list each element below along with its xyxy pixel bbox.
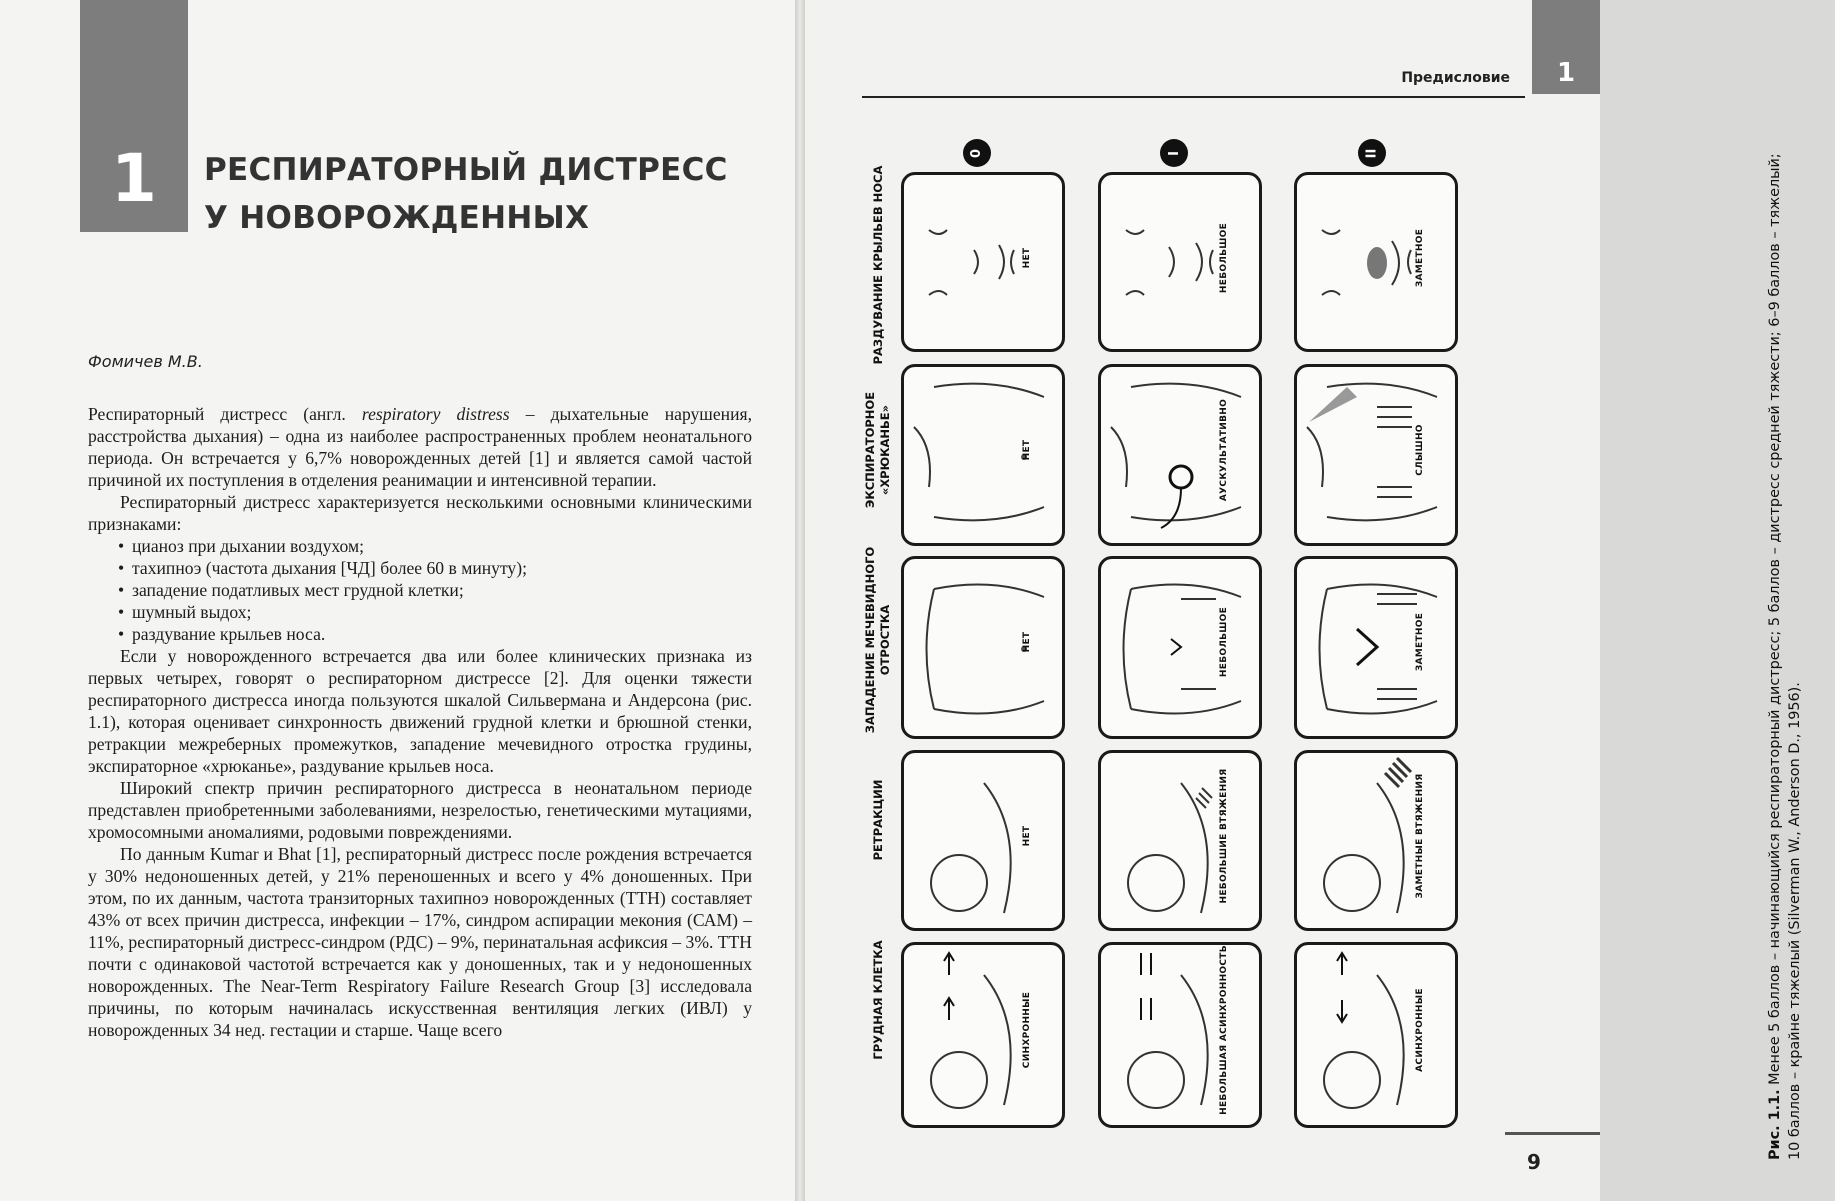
- chest-illustration: [1101, 367, 1259, 543]
- header-tab: [1532, 0, 1600, 94]
- cell-xiphoid-marked: [1294, 556, 1458, 739]
- figure-caption-label: Рис. 1.1.: [1767, 1089, 1783, 1160]
- header-rule: [862, 96, 1525, 98]
- book-gutter: [795, 0, 805, 1201]
- chest-illustration: [1297, 559, 1455, 736]
- body-text: [88, 403, 752, 1041]
- cell-label: НЕТ: [1022, 439, 1032, 461]
- row-label-retractions: РЕТРАКЦИИ: [870, 779, 885, 861]
- paragraph-4: Широкий спектр причин респираторного дистресса в неонатальном периоде представлен приобретенными заболеваниями, незрелостью, генетическими мутациями, хромосомными аномалиями, родовыми повреждениями.: [88, 778, 752, 842]
- chapter-tab: [80, 0, 188, 232]
- paragraph-1: [88, 403, 752, 491]
- chest-illustration: [904, 367, 1062, 543]
- figure-caption: [1765, 150, 1835, 1160]
- list-item: • цианоз при дыхании воздухом;: [118, 535, 752, 557]
- cell-label: НЕТ: [1022, 631, 1032, 653]
- cell-chest-asynchronous: [1294, 942, 1458, 1128]
- cell-label: НЕБОЛЬШОЕ: [1219, 606, 1229, 678]
- header-chapter-number: 1: [1556, 58, 1576, 88]
- cell-label: НЕБОЛЬШАЯ АСИНХРОННОСТЬ: [1219, 945, 1229, 1115]
- infant-illustration: [904, 945, 1062, 1125]
- cell-label: ЗАМЕТНЫЕ ВТЯЖЕНИЯ: [1415, 773, 1425, 899]
- score-badge-2: [1358, 139, 1386, 167]
- row-label-xiphoid: ЗАПАДЕНИЕ МЕЧЕВИДНОГО ОТРОСТКА: [863, 546, 892, 734]
- row-label-chest: ГРУДНАЯ КЛЕТКА: [870, 940, 885, 1060]
- cell-label: АСИНХРОННЫЕ: [1415, 988, 1425, 1072]
- score-badge-0: [963, 139, 991, 167]
- cell-label: НЕТ: [1022, 247, 1032, 269]
- chest-illustration: [1101, 559, 1259, 736]
- right-page: [805, 0, 1803, 1201]
- infant-illustration: [1101, 753, 1259, 928]
- cell-grunting-audible: [1294, 364, 1458, 546]
- cell-label: НЕТ: [1022, 825, 1032, 847]
- face-illustration: [1101, 175, 1259, 349]
- cell-label: СИНХРОННЫЕ: [1022, 991, 1032, 1069]
- cell-label: НЕБОЛЬШИЕ ВТЯЖЕНИЯ: [1219, 768, 1229, 904]
- cell-label: СЛЫШНО: [1415, 424, 1425, 476]
- row-label-nasal-flaring: РАЗДУВАНИЕ КРЫЛЬЕВ НОСА: [870, 165, 885, 365]
- chest-illustration: [904, 559, 1062, 736]
- cell-chest-slight-asynchrony: [1098, 942, 1262, 1128]
- left-page: [0, 0, 795, 1201]
- cell-xiphoid-none: [901, 556, 1065, 739]
- chest-illustration: [1297, 367, 1455, 543]
- list-item: • тахипноэ (частота дыхания [ЧД] более 60 в минуту);: [118, 557, 752, 579]
- cell-grunting-auscultation: [1098, 364, 1262, 546]
- infant-illustration: [904, 753, 1062, 928]
- score-badge-0-text: 0: [969, 148, 985, 158]
- infant-illustration: [1297, 945, 1455, 1125]
- list-item: • раздувание крыльев носа.: [118, 623, 752, 645]
- chapter-title-line-1: РЕСПИРАТОРНЫЙ ДИСТРЕСС: [204, 152, 728, 188]
- list-item: • шумный выдох;: [118, 601, 752, 623]
- footer-rule: [1505, 1132, 1600, 1135]
- score-badge-2-text: II: [1364, 148, 1380, 158]
- paragraph-1-end: – дыхательные нарушения, расстройства дыхания) – одна из наиболее распространенных проблем неонатального периода. Он встречается у 6,7% новорожденных детей [1] и является самой частой причиной их поступления в отделения реанимации и интенсивной терапии.: [88, 404, 752, 490]
- chapter-number: 1: [111, 140, 157, 217]
- score-badge-1: [1160, 139, 1188, 167]
- cell-nasal-none: [901, 172, 1065, 352]
- score-badge-1-text: I: [1166, 150, 1182, 156]
- row-label-grunting: ЭКСПИРАТОРНОЕ «ХРЮКАНЬЕ»: [863, 391, 892, 509]
- symptom-list: [88, 535, 752, 645]
- cell-nasal-slight: [1098, 172, 1262, 352]
- face-illustration: [904, 175, 1062, 349]
- cell-label: АУСКУЛЬТАТИВНО: [1219, 398, 1229, 502]
- chapter-title: [204, 146, 764, 242]
- paragraph-3: Если у новорожденного встречается два или более клинических признака из первых четырех, говорят о респираторном дистрессе [2]. Для оценки тяжести респираторного дистресса иногда пользуются шкалой Сильвермана и Андерсона (рис. 1.1), которая оценивает синхронность движений грудной клетки и брюшной стенки, ретракции межреберных промежутков, западение мечевидного отростка грудины, экспираторное «хрюканье», раздувание крыльев носа.: [88, 646, 752, 776]
- paragraph-1-term: respiratory distress: [361, 404, 510, 424]
- cell-grunting-none: [901, 364, 1065, 546]
- page-number: 9: [1527, 1150, 1541, 1174]
- figure-caption-text: Менее 5 баллов – начинающийся респираторный дистресс; 5 баллов – дистресс средней тяжести; 6–9 баллов – тяжелый; 10 баллов – крайне тяжелый (Silverman W., Anderson D., 1956).: [1767, 153, 1803, 1160]
- cell-chest-synchronous: [901, 942, 1065, 1128]
- paragraph-1-start: Респираторный дистресс (англ.: [88, 404, 362, 424]
- cell-label: НЕБОЛЬШОЕ: [1219, 222, 1229, 294]
- cell-retractions-none: [901, 750, 1065, 931]
- infant-illustration: [1297, 753, 1455, 928]
- cell-label: ЗАМЕТНОЕ: [1415, 612, 1425, 672]
- paragraph-5: По данным Kumar и Bhat [1], респираторный дистресс после рождения встречается у 30% недоношенных детей, у 21% переношенных и всего у 4% доношенных. При этом, по их данным, частота транзиторных тахипноэ новорожденных (ТТН) составляет 43% от всех причин дистресса, инфекции – 17%, синдром аспирации мекония (САМ) – 11%, респираторный дистресс-синдром (РДС) – 9%, перинатальная асфиксия – 3%. ТТН почти с одинаковой частотой встречается как у доношенных, так и у недоношенных новорожденных. The Near-Term Respiratory Failure Research Group [3] исследовала причины, по которым начиналась искусственная вентиляция легких (ИВЛ) у новорожденных 34 нед. гестации и старше. Чаще всего: [88, 844, 752, 1040]
- author: Фомичев М.В.: [88, 352, 203, 371]
- cell-nasal-marked: [1294, 172, 1458, 352]
- face-illustration: [1297, 175, 1455, 349]
- running-header: Предисловие: [1401, 70, 1510, 86]
- cell-xiphoid-slight: [1098, 556, 1262, 739]
- chapter-title-line-2: У НОВОРОЖДЕННЫХ: [204, 200, 590, 236]
- cell-retractions-slight: [1098, 750, 1262, 931]
- paragraph-2: Респираторный дистресс характеризуется несколькими основными клиническими признаками:: [88, 492, 752, 534]
- cell-retractions-marked: [1294, 750, 1458, 931]
- cell-label: ЗАМЕТНОЕ: [1415, 228, 1425, 288]
- infant-illustration: [1101, 945, 1259, 1125]
- list-item: • западение податливых мест грудной клетки;: [118, 579, 752, 601]
